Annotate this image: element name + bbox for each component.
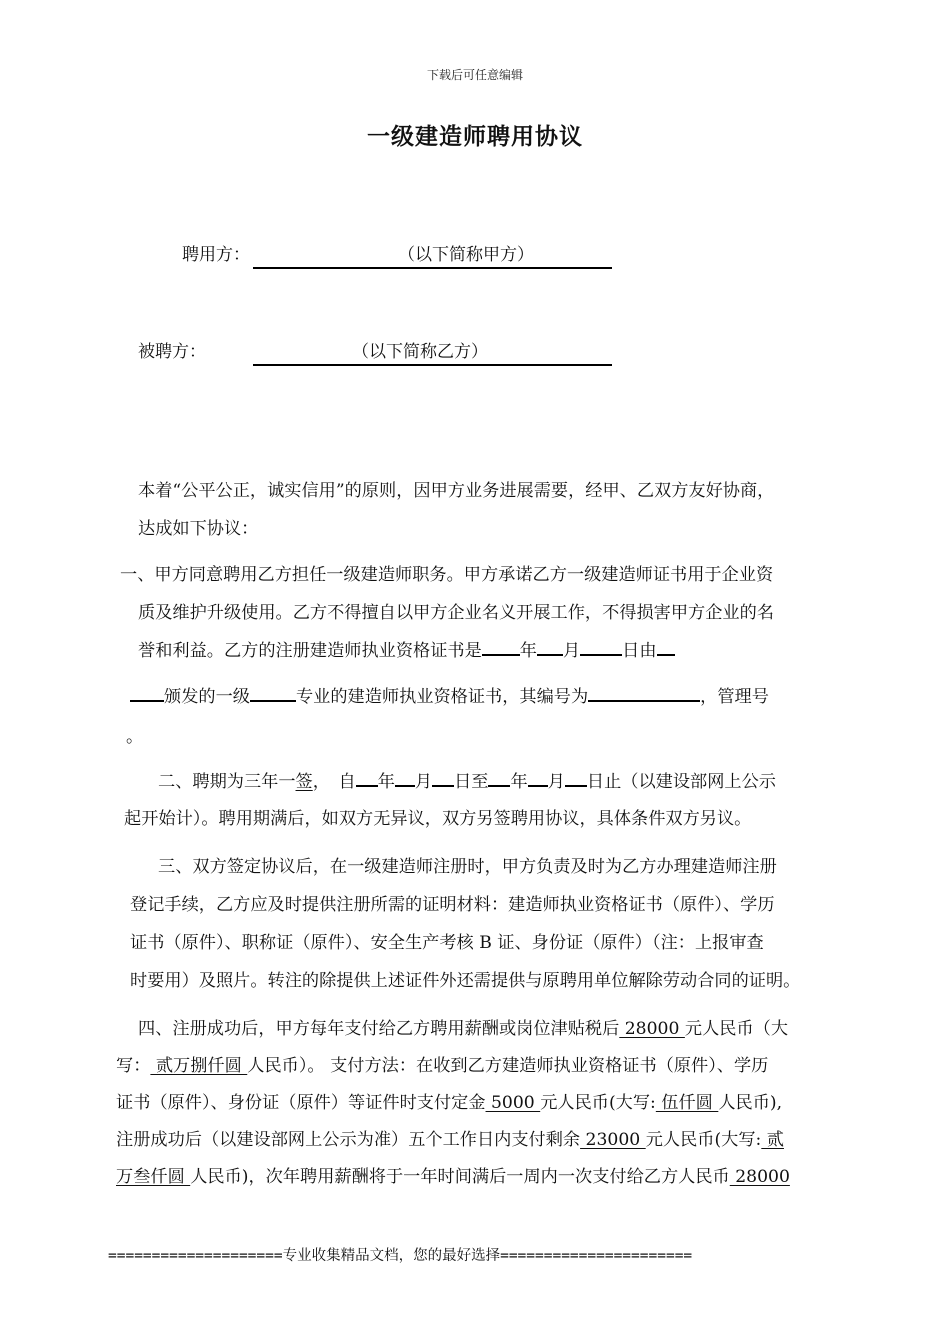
clause-1-line-3	[138, 632, 675, 670]
month-label: 月	[414, 772, 433, 792]
cert-year-blank[interactable]	[482, 640, 520, 656]
deposit-amount: 5000	[485, 1093, 541, 1113]
currency-text: 元人民币（大	[684, 1019, 789, 1039]
issuer-blank-start[interactable]	[657, 640, 675, 656]
deposit-capital: 伍仟圆	[655, 1093, 719, 1113]
clause-4-text: 四、注册成功后，甲方每年支付给乙方聘用薪酬或岗位津贴税后	[138, 1019, 620, 1039]
year-label: 年	[377, 772, 395, 792]
next-year-text: 人民币)，次年聘用薪酬将于一年时间满后一周内一次支付给乙方人民币	[190, 1167, 730, 1187]
specialty-blank[interactable]	[250, 686, 296, 702]
currency-text: 元人民币(大写:	[645, 1130, 762, 1150]
currency-text: 元人民币(大写:	[540, 1093, 656, 1113]
next-year-amount: 28000	[729, 1167, 790, 1187]
remain-capital-start: 贰	[761, 1130, 784, 1150]
sign-word: 签	[295, 772, 313, 792]
payment-method-text: 人民币）。 支付方法：在收到乙方建造师执业资格证书（原件）、学历	[247, 1056, 769, 1076]
currency-text: 人民币),	[718, 1093, 783, 1113]
cert-number-blank[interactable]	[588, 686, 700, 702]
clause-2-line-1	[158, 763, 776, 801]
party-b-label: 被聘方：	[138, 342, 206, 362]
footer-banner: ====================专业收集精品文档，您的最好选择======================	[108, 1248, 693, 1264]
party-b-name-line[interactable]	[253, 364, 612, 366]
remain-capital-end: 万叁仟圆	[116, 1167, 191, 1187]
cert-day-blank[interactable]	[580, 640, 622, 656]
party-a-hint: （以下简称甲方）	[398, 245, 534, 265]
annual-salary-amount: 28000	[619, 1019, 685, 1039]
year-label: 年	[519, 641, 537, 661]
party-b-hint: （以下简称乙方）	[352, 342, 488, 362]
clause-1-line-5: 。	[126, 727, 144, 747]
clause-4-line-3	[116, 1084, 782, 1122]
clause-3-line-3: 证书（原件）、职称证（原件）、安全生产考核 B 证、身份证（原件）（注：上报审查	[130, 933, 764, 953]
remain-text: 注册成功后（以建设部网上公示为准）五个工作日内支付剩余	[116, 1130, 581, 1150]
month-label: 月	[562, 641, 581, 661]
end-label: 日止（以建设部网上公示	[586, 772, 776, 792]
clause-1-line-1: 一、甲方同意聘用乙方担任一级建造师职务。甲方承诺乙方一级建造师证书用于企业资	[120, 565, 774, 585]
from-label: ， 自	[312, 772, 356, 792]
document-title: 一级建造师聘用协议	[367, 123, 583, 150]
cert-desc: 专业的建造师执业资格证书，其编号为	[295, 687, 589, 707]
clause-2-line-2: 起开始计）。聘用期满后，如双方无异议，双方另签聘用协议，具体条件双方另议。	[124, 809, 752, 829]
clause-2-text: 二、聘期为三年一	[158, 772, 296, 792]
day-from-label: 日由	[622, 641, 657, 661]
clause-3-line-2: 登记手续，乙方应及时提供注册所需的证明材料：建造师执业资格证书（原件）、学历	[130, 895, 775, 915]
management-no-label: ，管理号	[700, 687, 769, 707]
month-label: 月	[547, 772, 565, 792]
deposit-text: 证书（原件）、身份证（原件）等证件时支付定金	[116, 1093, 486, 1113]
issuer-blank-end[interactable]	[130, 686, 164, 702]
start-day-blank[interactable]	[432, 771, 454, 787]
end-day-blank[interactable]	[565, 771, 587, 787]
to-label: 日至	[454, 772, 489, 792]
clause-4-line-2	[116, 1047, 768, 1085]
start-year-blank[interactable]	[356, 771, 378, 787]
clause-3-line-1: 三、双方签定协议后，在一级建造师注册时，甲方负责及时为乙方办理建造师注册	[158, 857, 777, 877]
clause-4-line-4	[116, 1121, 784, 1159]
annual-salary-capital: 贰万捌仟圆	[150, 1056, 248, 1076]
capital-label: 写：	[116, 1056, 151, 1076]
remain-amount: 23000	[580, 1130, 646, 1150]
end-year-blank[interactable]	[488, 771, 510, 787]
clause-1-line-2: 质及维护升级使用。乙方不得擅自以甲方企业名义开展工作，不得损害甲方企业的名	[138, 603, 774, 623]
year-label: 年	[510, 772, 528, 792]
clause-1-text: 誉和利益。乙方的注册建造师执业资格证书是	[138, 641, 482, 661]
header-note: 下载后可任意编辑	[426, 68, 523, 82]
intro-line-2: 达成如下协议：	[138, 519, 259, 539]
issued-label: 颁发的一级	[164, 687, 250, 707]
clause-4-line-5	[116, 1158, 790, 1196]
end-month-blank[interactable]	[528, 771, 548, 787]
intro-line-1: 本着“公平公正，诚实信用”的原则，因甲方业务进展需要，经甲、乙双方友好协商，	[138, 481, 775, 501]
clause-4-line-1	[138, 1010, 788, 1048]
clause-3-line-4: 时要用）及照片。转注的除提供上述证件外还需提供与原聘用单位解除劳动合同的证明。	[130, 971, 801, 991]
party-a-label: 聘用方：	[182, 245, 250, 265]
party-a-name-line[interactable]	[253, 267, 612, 269]
cert-month-blank[interactable]	[537, 640, 563, 656]
clause-1-line-4	[130, 678, 769, 716]
start-month-blank[interactable]	[395, 771, 415, 787]
